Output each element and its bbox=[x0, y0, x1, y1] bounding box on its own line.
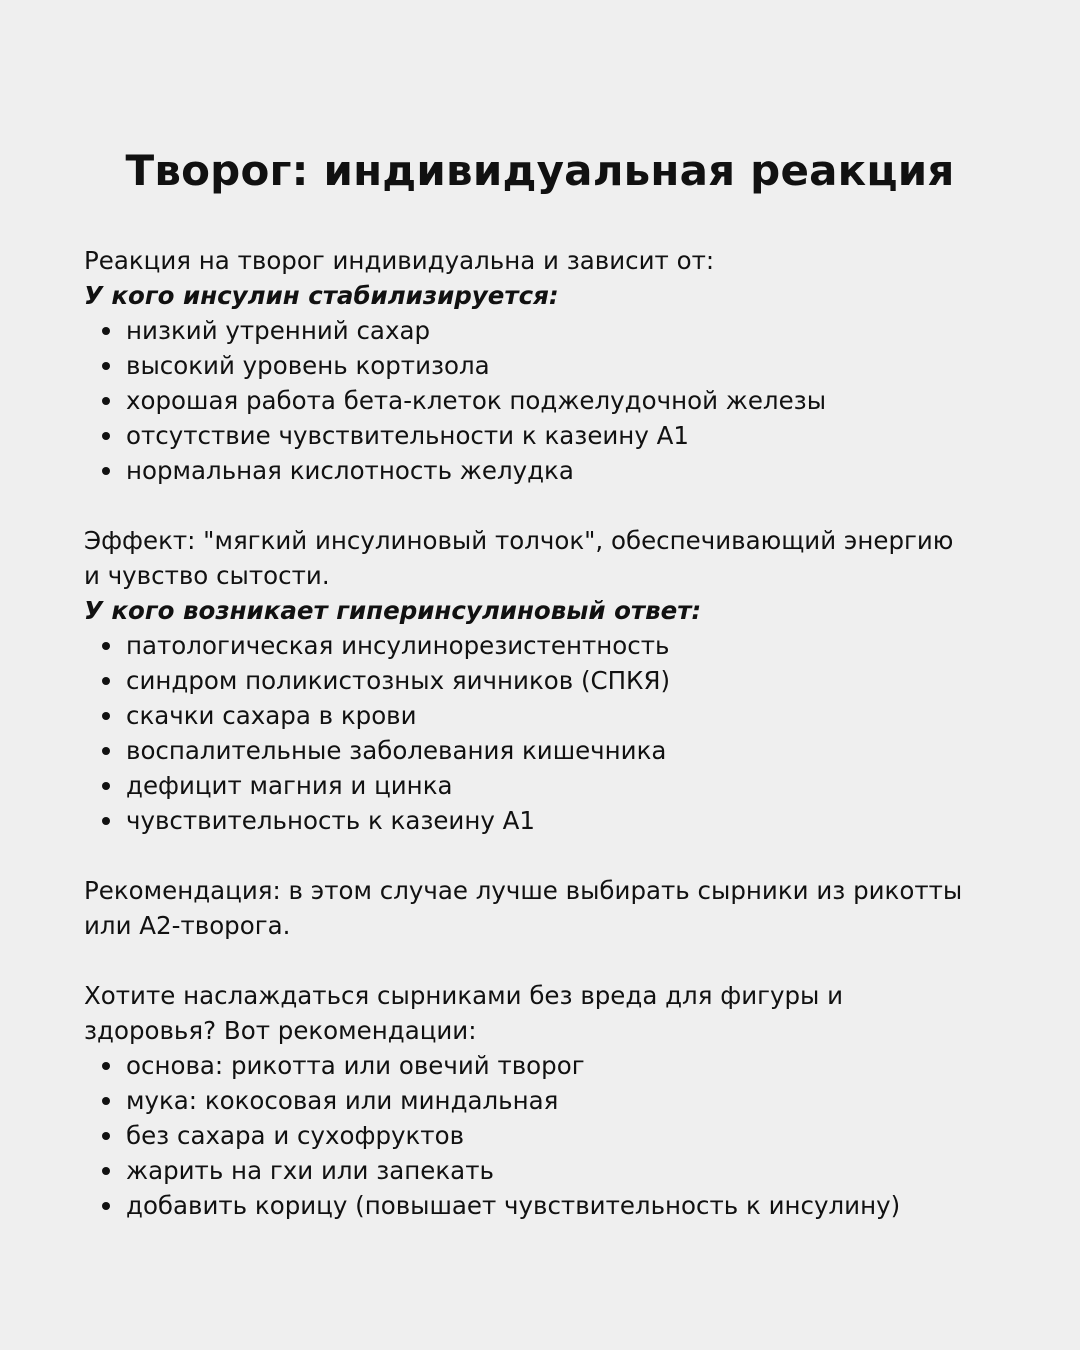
list-item: дефицит магния и цинка bbox=[84, 768, 1014, 803]
tips-list bbox=[84, 1048, 1014, 1223]
list-item: высокий уровень кортизола bbox=[84, 348, 1014, 383]
tips-line-1: Хотите наслаждаться сырниками без вреда для фигуры и bbox=[84, 981, 844, 1010]
spacer bbox=[84, 943, 1014, 978]
list-item: хорошая работа бета-клеток поджелудочной железы bbox=[84, 383, 1014, 418]
list-item: чувствительность к казеину А1 bbox=[84, 803, 1014, 838]
stable-heading: У кого инсулин стабилизируется: bbox=[84, 281, 559, 310]
effect-line-1: Эффект: "мягкий инсулиновый толчок", обеспечивающий энергию bbox=[84, 526, 954, 555]
page-title: Творог: индивидуальная реакция bbox=[125, 146, 955, 195]
recommendation-line-1: Рекомендация: в этом случае лучше выбирать сырники из рикотты bbox=[84, 876, 963, 905]
stable-list bbox=[84, 313, 1014, 488]
list-item: нормальная кислотность желудка bbox=[84, 453, 1014, 488]
list-item: низкий утренний сахар bbox=[84, 313, 1014, 348]
hyper-list bbox=[84, 628, 1014, 838]
list-item: скачки сахара в крови bbox=[84, 698, 1014, 733]
spacer bbox=[84, 838, 1014, 873]
list-item: синдром поликистозных яичников (СПКЯ) bbox=[84, 663, 1014, 698]
hyper-heading: У кого возникает гиперинсулиновый ответ: bbox=[84, 596, 702, 625]
list-item: без сахара и сухофруктов bbox=[84, 1118, 1014, 1153]
tips-line-2: здоровья? Вот рекомендации: bbox=[84, 1016, 477, 1045]
list-item: мука: кокосовая или миндальная bbox=[84, 1083, 1014, 1118]
article-body bbox=[84, 243, 1014, 1223]
list-item: основа: рикотта или овечий творог bbox=[84, 1048, 1014, 1083]
list-item: добавить корицу (повышает чувствительность к инсулину) bbox=[84, 1188, 1014, 1223]
list-item: отсутствие чувствительности к казеину А1 bbox=[84, 418, 1014, 453]
recommendation-line-2: или А2-творога. bbox=[84, 911, 291, 940]
intro-text: Реакция на творог индивидуальна и зависит от: bbox=[84, 246, 715, 275]
spacer bbox=[84, 488, 1014, 523]
list-item: патологическая инсулинорезистентность bbox=[84, 628, 1014, 663]
list-item: жарить на гхи или запекать bbox=[84, 1153, 1014, 1188]
effect-line-2: и чувство сытости. bbox=[84, 561, 330, 590]
list-item: воспалительные заболевания кишечника bbox=[84, 733, 1014, 768]
